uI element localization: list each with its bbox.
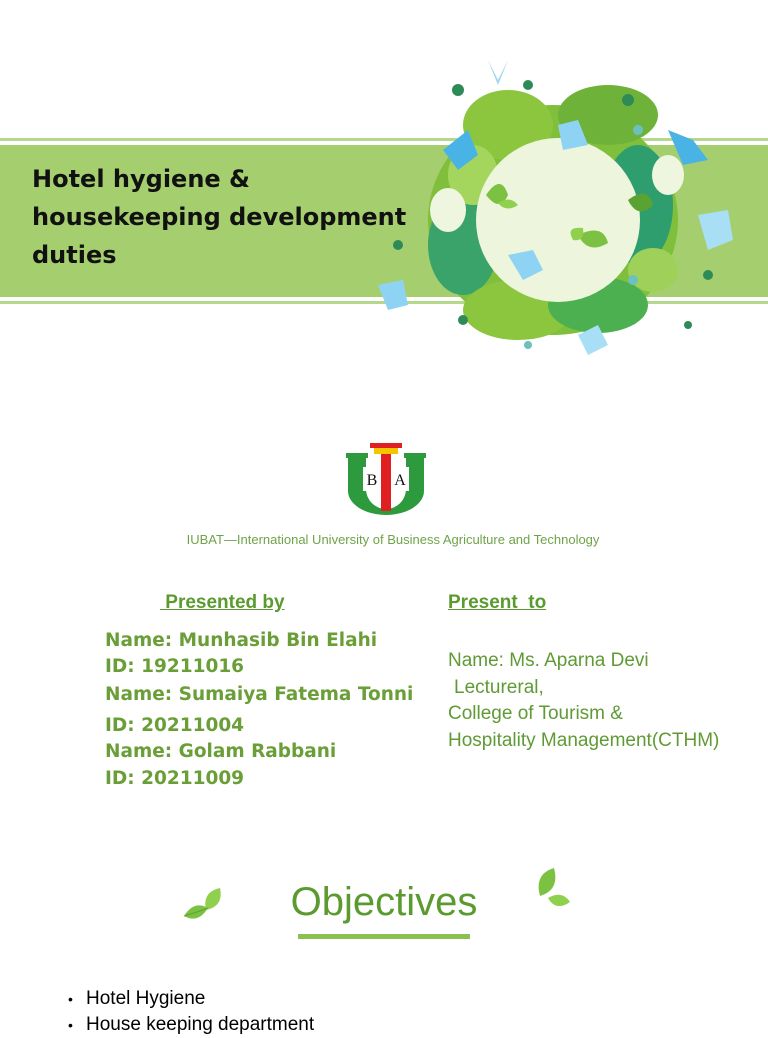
wreath-center: [476, 138, 640, 302]
objectives-underline: [298, 934, 470, 939]
presenter-id: ID: 19211016: [105, 656, 245, 677]
university-name: IUBAT—International University of Business Agriculture and Technology: [186, 532, 600, 547]
leaf-icon: [182, 886, 224, 928]
presented-by-heading: Presented by: [160, 592, 285, 613]
lecturer-department: Hospitality Management(CTHM): [448, 730, 720, 751]
list-item: • Hotel Hygiene: [68, 986, 314, 1012]
lecturer-name: Name: Ms. Aparna Devi: [448, 650, 649, 671]
slide-title: Hotel hygiene & housekeeping development duties: [32, 165, 407, 269]
lecturer-college: College of Tourism &: [448, 703, 623, 724]
presenter-name: Name: Munhasib Bin Elahi: [105, 630, 378, 651]
list-item: • House keeping department: [68, 1012, 314, 1038]
presenter-name: Name: Sumaiya Fatema Tonni: [105, 684, 414, 705]
presenter-id: ID: 20211009: [105, 768, 245, 789]
logo-letter-b: B: [366, 472, 378, 489]
objectives-title: Objectives: [290, 880, 478, 924]
presenter-name: Name: Golam Rabbani: [105, 741, 337, 762]
present-to-heading: Present to: [448, 592, 547, 613]
logo-letter-a: A: [394, 472, 406, 489]
lecturer-role: Lectureral,: [454, 677, 544, 698]
leaf-icon: [534, 866, 572, 910]
objectives-list: [68, 986, 314, 1038]
presenter-id: ID: 20211004: [105, 715, 245, 736]
decorative-wreath: [368, 55, 768, 370]
university-logo: [346, 443, 426, 515]
